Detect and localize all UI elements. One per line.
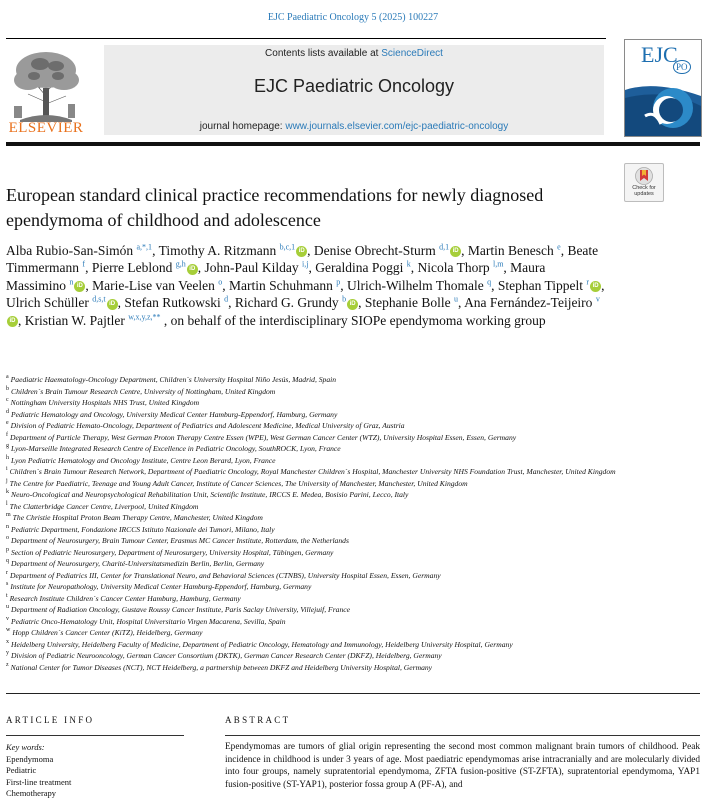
author-name[interactable]: Martin Schuhmann: [228, 277, 333, 293]
affiliation-letter: e: [6, 420, 9, 427]
author-separator: ,: [18, 312, 22, 328]
affiliation-text: Division of Pediatric Neurooncology, German Cancer Consortium (DKTK), German Cancer Research Center (DKFZ), Heidelberg, Germany: [11, 651, 442, 660]
journal-cover[interactable]: [624, 39, 702, 137]
header-divider: [6, 38, 606, 39]
affiliation-item: [6, 409, 700, 421]
author-affiliation-marks[interactable]: u: [454, 294, 459, 304]
affiliation-letter: m: [6, 512, 11, 519]
affiliation-text: Department of Neurosurgery, Brain Tumour Center, Erasmus MC Cancer Institute, Rotterdam, the Netherlands: [11, 536, 349, 545]
affiliation-letter: y: [6, 650, 9, 657]
affiliation-letter: k: [6, 489, 9, 496]
affiliation-letter: w: [6, 627, 11, 634]
affiliation-item: [6, 512, 700, 524]
author-entry: [468, 243, 568, 258]
affiliation-text: Institute for Neuropathology, University Medical Center Hamburg-Eppendorf, Hamburg, Germany: [10, 582, 312, 591]
author-separator: ,: [601, 277, 605, 293]
author-entry: [315, 260, 417, 275]
article-info-heading: ARTICLE INFO: [6, 715, 95, 725]
bookmark-icon: [634, 167, 654, 185]
author-affiliation-marks[interactable]: b: [342, 294, 347, 304]
affiliation-item: [6, 639, 700, 651]
author-affiliation-marks[interactable]: f: [82, 259, 86, 269]
author-affiliation-marks[interactable]: g,h: [175, 259, 186, 269]
section-divider: [6, 693, 700, 694]
abstract-rule: [225, 735, 700, 736]
author-separator: ,: [85, 277, 93, 293]
authors-suffix: , on behalf of the interdisciplinary SIOPe ependymoma working group: [163, 312, 546, 328]
affiliation-letter: s: [6, 581, 9, 588]
author-entry: [124, 295, 235, 310]
article-info-rule: [6, 735, 184, 736]
orcid-icon[interactable]: iD: [187, 264, 198, 275]
author-separator: ,: [358, 295, 365, 311]
affiliation-item: [6, 570, 700, 582]
author-separator: ,: [152, 243, 159, 258]
keyword-item[interactable]: First-line treatment: [6, 776, 72, 787]
orcid-icon[interactable]: iD: [296, 246, 307, 257]
affiliation-item: [6, 604, 700, 616]
author-separator: ,: [197, 260, 205, 276]
author-list: [6, 242, 606, 329]
affiliation-item: [6, 386, 700, 398]
affiliation-letter: p: [6, 546, 9, 553]
abstract-heading: ABSTRACT: [225, 715, 291, 725]
affiliation-item: [6, 662, 700, 674]
affiliation-letter: x: [6, 638, 9, 645]
affiliation-item: [6, 397, 700, 409]
author-entry: [6, 295, 121, 310]
author-entry: [229, 278, 347, 293]
author-affiliation-marks[interactable]: k: [406, 259, 411, 269]
author-affiliation-marks[interactable]: l,m: [492, 259, 504, 269]
keywords-list: [6, 754, 71, 799]
affiliation-letter: q: [6, 558, 9, 565]
affiliation-item: [6, 558, 700, 570]
affiliation-text: Department of Neurosurgery, Charité-Universitatsmedizin Berlin, Berlin, Germany: [11, 559, 265, 568]
keywords-label: Key words:: [6, 742, 45, 752]
affiliation-letter: u: [6, 604, 9, 611]
author-separator: ,: [85, 260, 92, 276]
author-name[interactable]: Stefan Rutkowski: [124, 295, 221, 311]
author-affiliation-marks[interactable]: q: [487, 277, 492, 287]
affiliation-text: Paediatric Haematology-Oncology Department, Children´s University Hospital Niño Jesús, Madrid, Spain: [10, 375, 337, 384]
check-updates-line2: updates: [634, 191, 654, 197]
author-affiliation-marks[interactable]: e: [557, 242, 561, 252]
affiliation-item: [6, 547, 700, 559]
affiliation-letter: z: [6, 661, 9, 668]
author-separator: ,: [560, 243, 568, 258]
author-name[interactable]: Maura Massimino: [6, 260, 546, 293]
orcid-icon[interactable]: iD: [450, 246, 461, 257]
author-name[interactable]: Timothy A. Ritzmann: [158, 243, 277, 258]
author-affiliation-marks[interactable]: n: [69, 277, 74, 287]
affiliation-text: National Center for Tumor Diseases (NCT), NCT Heidelberg, a partnership between DKFZ and Heidelberg University Hospital, Germany: [10, 662, 433, 672]
affiliation-letter: j: [6, 477, 8, 484]
author-name[interactable]: Nicola Thorp: [417, 260, 490, 276]
affiliation-item: [6, 420, 700, 432]
affiliation-text: Nottingham University Hospitals NHS Trust, United Kingdom: [10, 398, 200, 407]
affiliation-text: Hopp Children´s Cancer Center (KiTZ), Heidelberg, Germany: [12, 628, 203, 637]
author-separator: ,: [410, 260, 418, 276]
affiliation-text: Department of Pediatrics III, Center for Translational Neuro, and Behavioral Sciences (CTNBS), University Hospital Essen, Essen, Germany: [10, 570, 441, 580]
article-title: European standard clinical practice recommendations for newly diagnosed ependymoma of childhood and adolescence: [6, 185, 544, 230]
affiliation-item: [6, 581, 700, 593]
affiliation-item: [6, 616, 700, 628]
affiliation-letter: t: [6, 592, 8, 599]
author-separator: ,: [222, 277, 226, 293]
author-name[interactable]: Alba Rubio-San-Simón: [6, 243, 134, 258]
affiliation-item: [6, 650, 700, 662]
author-name[interactable]: John-Paul Kilday: [204, 260, 299, 276]
author-entry: [347, 278, 498, 293]
elsevier-wordmark: ELSEVIER: [8, 120, 84, 136]
cover-subtitle: PO: [673, 60, 691, 74]
author-entry: [92, 278, 225, 293]
affiliation-item: [6, 535, 700, 547]
keyword-item[interactable]: Chemotherapy: [6, 787, 57, 798]
affiliation-text: Children´s Brain Tumour Research Centre, University of Nottingham, United Kingdom: [11, 386, 276, 396]
author-entry: [159, 243, 314, 258]
journal-banner: [104, 45, 604, 135]
affiliation-text: Pediatric Hematology and Oncology, University Medical Center Hamburg-Eppendorf, Hamburg, Germany: [11, 409, 338, 419]
contents-available-line: [104, 48, 604, 59]
orcid-icon[interactable]: iD: [74, 281, 85, 292]
affiliation-text: The Christie Hospital Proton Beam Therapy Centre, Manchester, United Kingdom: [12, 513, 263, 522]
author-affiliation-marks[interactable]: d: [224, 294, 229, 304]
affiliation-letter: d: [6, 408, 9, 415]
author-entry: [314, 243, 465, 258]
author-name[interactable]: Ulrich Schüller: [6, 295, 89, 311]
author-affiliation-marks[interactable]: p: [336, 277, 341, 287]
contents-prefix: Contents lists available at: [265, 48, 379, 59]
author-name[interactable]: Marie-Lise van Veelen: [92, 277, 215, 293]
header-thick-rule: [6, 142, 700, 146]
keyword-item[interactable]: Ependymoma: [6, 754, 54, 764]
affiliation-text: The Clatterbridge Cancer Centre, Liverpool, United Kingdom: [9, 501, 199, 511]
author-name[interactable]: Denise Obrecht-Sturm: [313, 243, 436, 258]
author-separator: ,: [117, 295, 121, 311]
author-affiliation-marks[interactable]: i,j: [302, 259, 309, 269]
affiliation-text: Pediatric Onco-Hematology Unit, Hospital Universitario Virgen Macarena, Sevilla, Spain: [11, 616, 286, 626]
affiliation-text: Research Institute Children´s Cancer Center Hamburg, Hamburg, Germany: [9, 593, 241, 603]
author-separator: ,: [491, 277, 498, 293]
affiliation-letter: i: [6, 466, 8, 473]
author-name[interactable]: Martin Benesch: [467, 243, 554, 258]
sciencedirect-link[interactable]: ScienceDirect: [381, 48, 443, 59]
orcid-icon[interactable]: iD: [107, 299, 118, 310]
author-affiliation-marks[interactable]: b,c,1: [279, 242, 296, 252]
author-affiliation-marks[interactable]: o: [218, 277, 223, 287]
keyword-item[interactable]: Pediatric: [6, 765, 37, 776]
journal-homepage-line: [104, 121, 604, 132]
orcid-icon[interactable]: iD: [347, 299, 358, 310]
author-separator: ,: [307, 243, 314, 258]
affiliation-text: The Centre for Paediatric, Teenage and Young Adult Cancer, Institute of Cancer Sciences, The University of Manchester, Manchester, United Kingdom: [9, 478, 468, 488]
affiliation-item: [6, 593, 700, 605]
affiliation-item: [6, 478, 700, 490]
author-entry: [205, 260, 312, 275]
affiliation-text: Lyon-Marseille Integrated Research Centre of Excellence in Pediatric Oncology, SouthROCK, Lyon, France: [11, 444, 341, 453]
affiliation-letter: l: [6, 500, 8, 507]
affiliation-item: [6, 466, 700, 478]
abstract-text: Ependymomas are tumors of glial origin representing the second most common malignant brain tumors of childhood. Peak incidence in childhood is under 3 years of age. Most paediatric ependymomas arise intracranially and are molecularly divided into four groups, namely supratentorial ependymoma, ZFTA fusion-positive (ST-ZFTA), supratentorial ependymoma, YAP1 fusion-positive (ST-YAP1), posterior fossa group A (PF-A), and: [225, 742, 700, 790]
affiliations-list: [6, 374, 700, 673]
author-separator: ,: [228, 295, 235, 311]
author-separator: ,: [503, 260, 511, 276]
affiliation-text: Pediatric Department, Fondazione IRCCS Istituto Nazionale dei Tumori, Milano, Italy: [11, 524, 275, 534]
author-name[interactable]: Stephanie Bolle: [364, 295, 451, 311]
author-affiliation-marks[interactable]: w,x,y,z,**: [128, 312, 161, 322]
affiliation-letter: n: [6, 523, 9, 530]
affiliation-text: Lyon Pediatric Hematology and Oncology Institute, Centre Leon Berard, Lyon, France: [11, 455, 276, 465]
author-entry: [25, 313, 161, 328]
journal-title: EJC Paediatric Oncology: [253, 76, 455, 96]
author-entry: [235, 295, 365, 310]
affiliation-letter: a: [6, 374, 9, 381]
affiliation-item: [6, 524, 700, 536]
affiliation-item: [6, 489, 700, 501]
author-affiliation-marks[interactable]: d,s,t: [92, 294, 106, 304]
author-name[interactable]: Ana Fernández-Teijeiro: [464, 295, 593, 311]
affiliation-text: Heidelberg University, Heidelberg Faculty of Medicine, Department of Pediatric Oncology, Hematology and Immunology, Heidelberg University Hospital, Germany: [11, 639, 513, 649]
check-updates-line1: Check for: [632, 185, 656, 191]
affiliation-letter: r: [6, 569, 8, 576]
affiliation-letter: b: [6, 385, 9, 392]
author-separator: ,: [461, 243, 465, 258]
affiliation-item: [6, 627, 700, 639]
affiliation-text: Section of Pediatric Neurosurgery, Department of Neurosurgery, University Hospital, Tübingen, Germany: [11, 547, 334, 557]
cover-title: EJC: [641, 42, 678, 67]
author-affiliation-marks[interactable]: r: [586, 277, 590, 287]
affiliation-text: Department of Particle Therapy, West German Proton Therapy Centre Essen (WPE), West German Cancer Center (WTZ), University Hospital Essen, Essen, Germany: [10, 432, 517, 442]
journal-citation[interactable]: EJC Paediatric Oncology 5 (2025) 100227: [267, 12, 439, 23]
check-for-updates-button[interactable]: [624, 163, 664, 202]
author-affiliation-marks[interactable]: a,*,1: [136, 242, 153, 252]
affiliation-letter: v: [6, 615, 9, 622]
affiliation-item: [6, 455, 700, 467]
author-separator: ,: [308, 260, 312, 276]
affiliation-letter: g: [6, 443, 9, 450]
author-name[interactable]: Richard G. Grundy: [234, 295, 339, 311]
affiliation-text: Department of Radiation Oncology, Gustave Roussy Cancer Institute, Paris Saclay University, Villejuif, France: [11, 605, 350, 614]
author-name[interactable]: Kristian W. Pajtler: [24, 312, 125, 328]
author-entry: [498, 278, 605, 293]
affiliation-letter: f: [6, 431, 8, 438]
journal-homepage-link[interactable]: www.journals.elsevier.com/ejc-paediatric-oncology: [285, 121, 509, 132]
affiliation-item: [6, 501, 700, 513]
author-name[interactable]: Geraldina Poggi: [315, 260, 404, 276]
affiliation-text: Division of Pediatric Hemato-Oncology, Department of Pediatrics and Adolescent Medicine, Medical University of Graz, Austria: [10, 421, 405, 430]
author-name[interactable]: Beate Timmermann: [6, 243, 599, 276]
homepage-prefix: journal homepage:: [199, 121, 283, 132]
affiliation-item: [6, 432, 700, 444]
affiliation-item: [6, 443, 700, 455]
author-entry: [365, 295, 464, 310]
author-name[interactable]: Stephan Tippelt: [497, 277, 584, 293]
affiliation-text: Neuro-Oncological and Neuropsychological Rehabilitation Unit, Scientific Institute, IRCCS E. Medea, Bosisio Parini, Lecco, Italy: [11, 490, 409, 499]
author-entry: [92, 260, 205, 275]
orcid-icon[interactable]: iD: [7, 316, 18, 327]
author-name[interactable]: Ulrich-Wilhelm Thomale: [346, 277, 484, 293]
orcid-icon[interactable]: iD: [590, 281, 601, 292]
affiliation-letter: h: [6, 454, 9, 461]
author-name[interactable]: Pierre Leblond: [91, 260, 173, 276]
affiliation-item: [6, 374, 700, 386]
author-entry: [6, 243, 159, 258]
author-affiliation-marks[interactable]: d,1: [439, 242, 450, 252]
affiliation-text: Children´s Brain Tumour Research Network, Department of Paediatric Oncology, Royal Manchester Children´s Hospital, Manchester University NHS Foundation Trust, Manchester, United Kingdom: [9, 467, 616, 476]
author-separator: ,: [458, 295, 465, 311]
author-affiliation-marks[interactable]: v: [595, 294, 600, 304]
author-entry: [417, 260, 510, 275]
affiliation-letter: o: [6, 535, 9, 542]
affiliation-letter: c: [6, 397, 9, 404]
author-separator: ,: [340, 277, 347, 293]
